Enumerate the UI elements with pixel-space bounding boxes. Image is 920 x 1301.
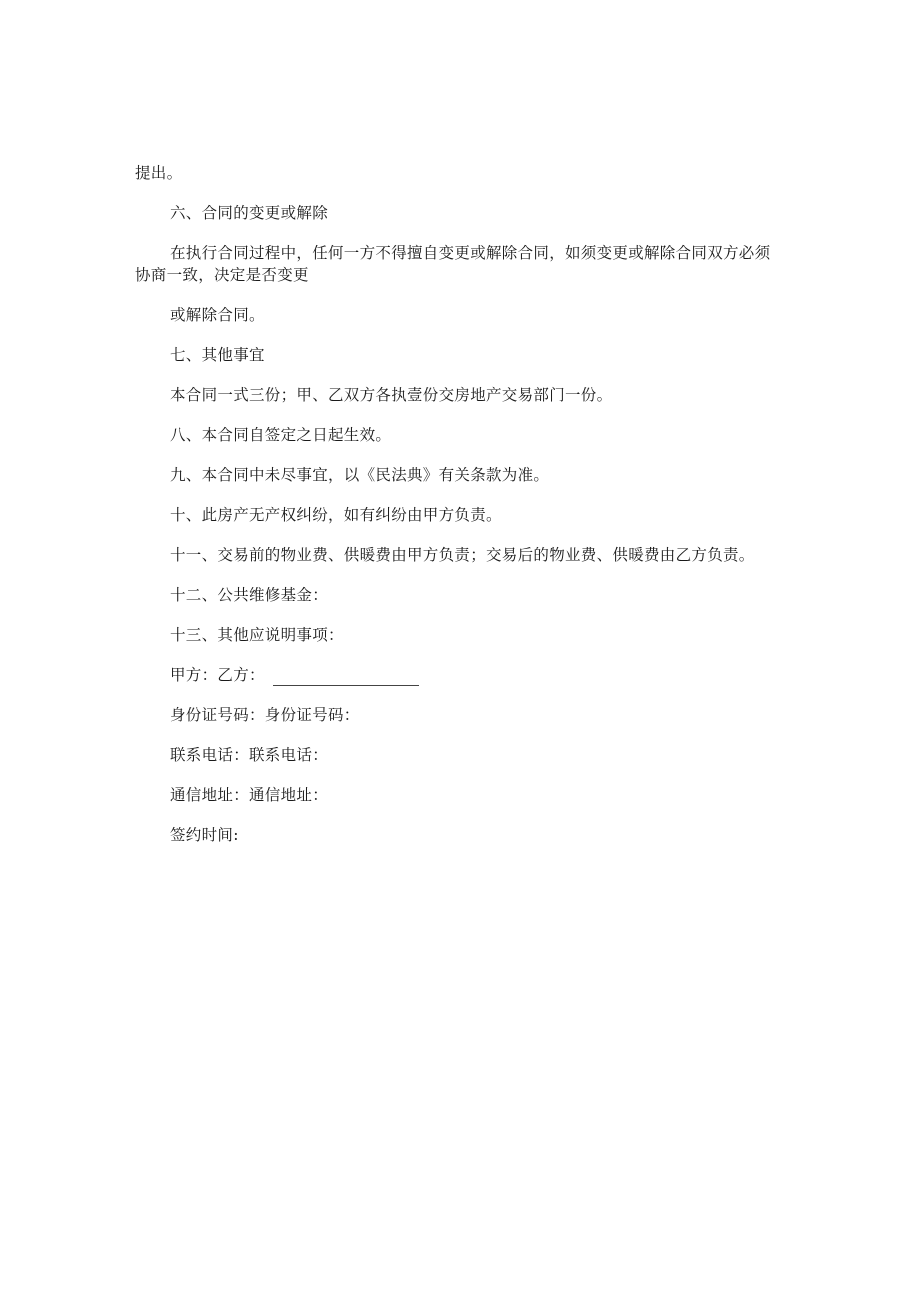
address-row: 通信地址：通信地址： (170, 786, 329, 804)
section-6-body-continued: 或解除合同。 (170, 306, 265, 324)
signature-line (273, 671, 419, 686)
section-10: 十、此房产无产权纠纷，如有纠纷由甲方负责。 (170, 506, 502, 524)
sign-time-row: 签约时间: (170, 826, 239, 844)
section-11: 十一、交易前的物业费、供暖费由甲方负责；交易后的物业费、供暖费由乙方负责。 (170, 546, 755, 564)
paragraph-continuation: 提出。 (135, 164, 183, 182)
section-7-body: 本合同一式三份；甲、乙双方各执壹份交房地产交易部门一份。 (170, 386, 613, 404)
section-13: 十三、其他应说明事项： (170, 626, 344, 644)
id-number-row: 身份证号码：身份证号码： (170, 706, 360, 724)
section-9: 九、本合同中未尽事宜，以《民法典》有关条款为准。 (170, 466, 550, 484)
section-7-heading: 七、其他事宜 (170, 346, 265, 364)
signature-parties-row (135, 664, 785, 686)
section-8: 八、本合同自签定之日起生效。 (170, 426, 392, 444)
phone-row: 联系电话：联系电话： (170, 746, 329, 764)
signature-parties-label: 甲方：乙方： (170, 666, 265, 684)
section-12: 十二、公共维修基金： (170, 586, 329, 604)
section-6-heading: 六、合同的变更或解除 (170, 204, 329, 222)
contract-body (135, 162, 785, 864)
section-6-body: 在执行合同过程中，任何一方不得擅自变更或解除合同，如须变更或解除合同双方必须协商一致，决定是否变更 (135, 244, 771, 284)
